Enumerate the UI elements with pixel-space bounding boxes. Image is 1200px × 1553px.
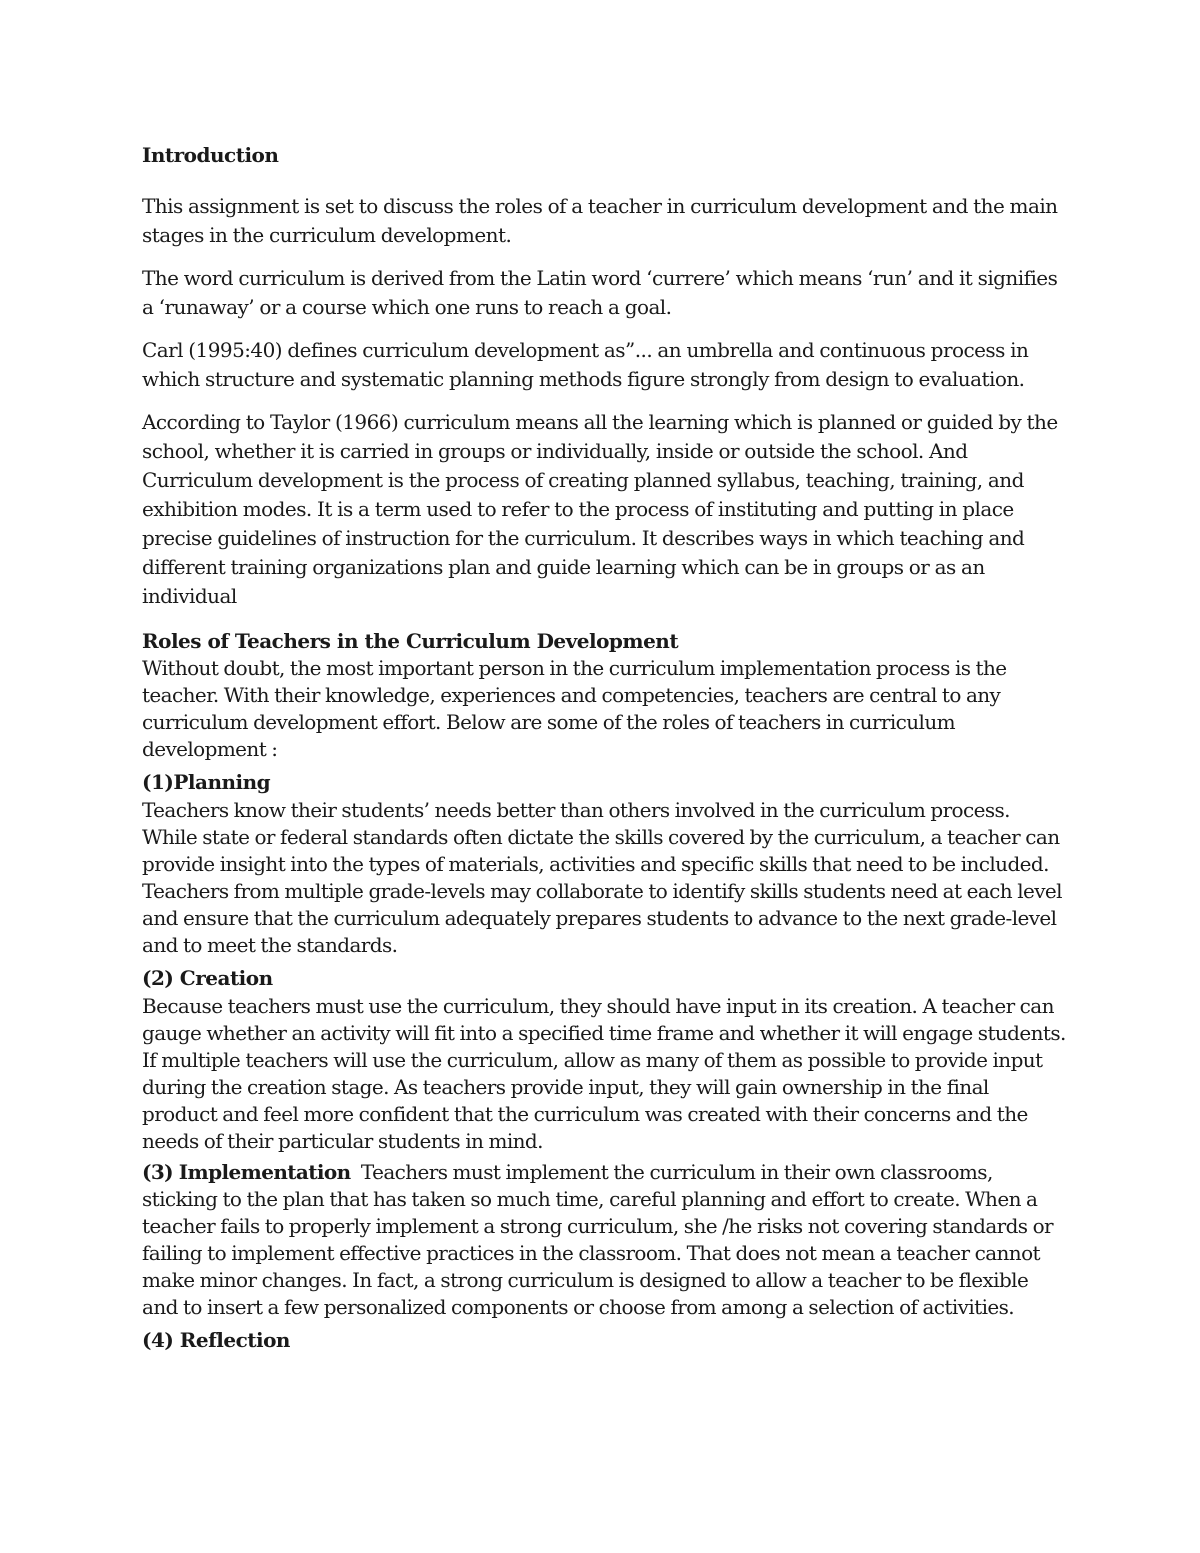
reflection-heading: (4) Reflection: [142, 1328, 290, 1352]
implementation-text: Teachers must implement the curriculum in their own classrooms, sticking to the plan that has taken so much time, careful planning and effort to create. When a teacher fails to properly implement a strong curriculum, she /he risks not covering standards or failing to implement effective practices in the classroom. That does not mean a teacher cannot make minor changes. In fact, a strong curriculum is designed to allow a teacher to be flexible and to insert a few personalized components or choose from among a selection of activities.: [142, 1160, 1054, 1319]
roles-heading: Roles of Teachers in the Curriculum Development: [142, 629, 679, 653]
intro-paragraph: According to Taylor (1966) curriculum means all the learning which is planned or guided by the school, whether it is carried in groups or individually, inside or outside the school. And Curriculum development is the process of creating planned syllabus, teaching, training, and exhibition modes. It is a term used to refer to the process of instituting and putting in place precise guidelines of instruction for the curriculum. It describes ways in which teaching and different training organizations plan and guide learning which can be in groups or as an individual: [142, 410, 1058, 608]
roles-intro-paragraph: Without doubt, the most important person in the curriculum implementation process is the teacher. With their knowledge, experiences and competencies, teachers are central to any curriculum development effort. Below are some of the roles of teachers in curriculum development :: [142, 656, 1007, 761]
intro-paragraph: Carl (1995:40) defines curriculum development as”... an umbrella and continuous process in which structure and systematic planning methods figure strongly from design to evaluation.: [142, 338, 1029, 391]
planning-paragraph: Teachers know their students’ needs better than others involved in the curriculum process. While state or federal standards often dictate the skills covered by the curriculum, a teacher can provide insight into the types of materials, activities and specific skills that need to be included. Teachers from multiple grade-levels may collaborate to identify skills students need at each level and ensure that the curriculum adequately prepares students to advance to the next grade-level and to meet the standards.: [142, 798, 1062, 957]
implementation-paragraph: [142, 1159, 1067, 1321]
document-page: [142, 140, 1067, 1355]
intro-paragraph: The word curriculum is derived from the Latin word ‘currere’ which means ‘run’ and it signifies a ‘runaway’ or a course which one runs to reach a goal.: [142, 266, 1058, 319]
implementation-heading: (3) Implementation: [142, 1160, 351, 1184]
creation-paragraph: Because teachers must use the curriculum, they should have input in its creation. A teacher can gauge whether an activity will fit into a specified time frame and whether it will engage students. If multiple teachers will use the curriculum, allow as many of them as possible to provide input during the creation stage. As teachers provide input, they will gain ownership in the final product and feel more confident that the curriculum was created with their concerns and the needs of their particular students in mind.: [142, 994, 1066, 1153]
creation-heading: (2) Creation: [142, 966, 273, 990]
planning-heading: (1)Planning: [142, 770, 271, 794]
intro-heading: Introduction: [142, 143, 279, 167]
intro-paragraph: This assignment is set to discuss the roles of a teacher in curriculum development and the main stages in the curriculum development.: [142, 194, 1058, 247]
